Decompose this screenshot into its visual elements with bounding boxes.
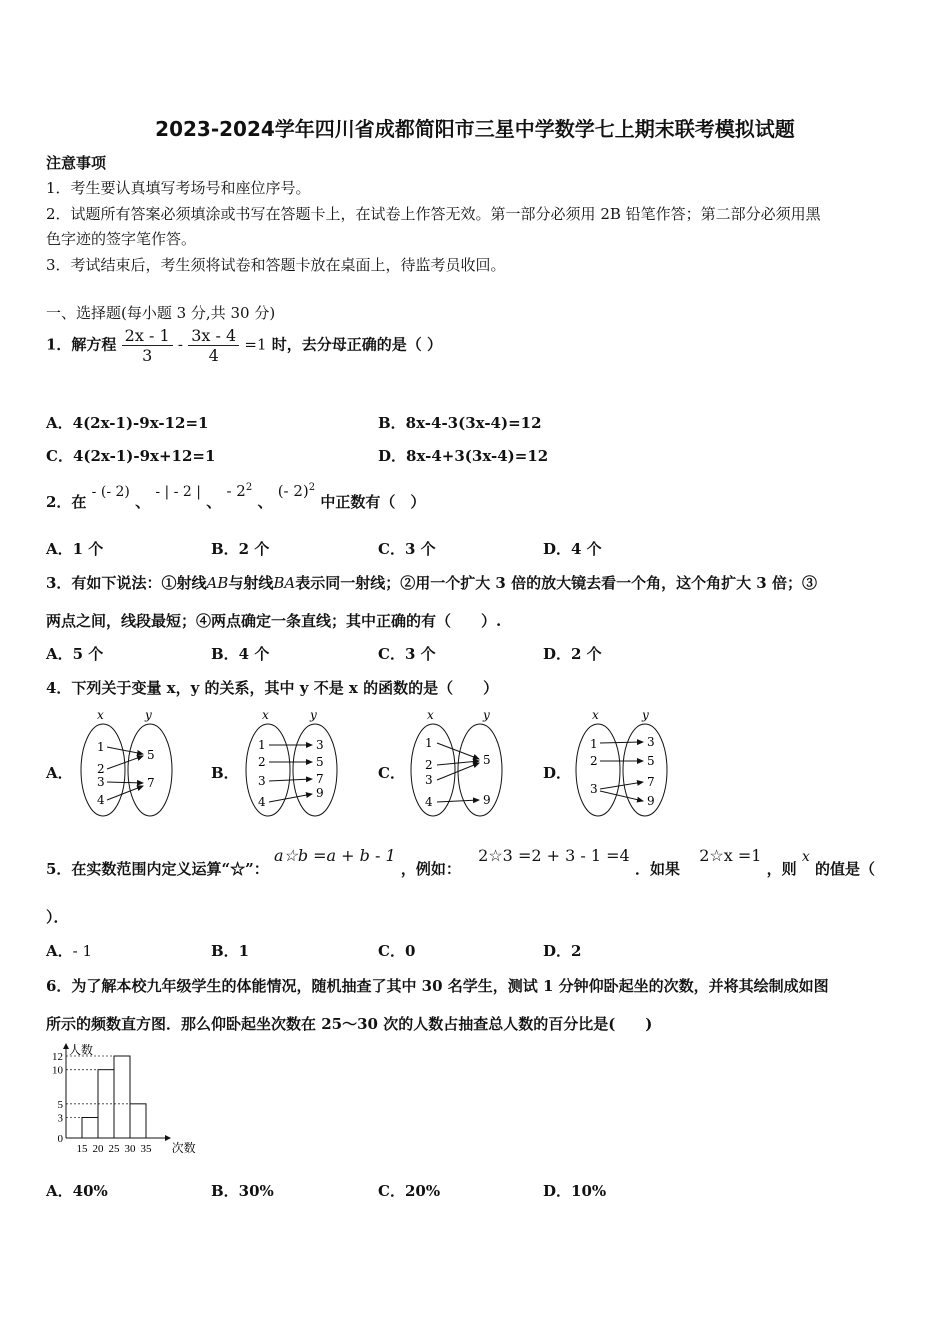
histogram-bar xyxy=(114,1056,130,1138)
q3-option-c: C．3 个 xyxy=(378,645,436,663)
q2-option-a: A．1 个 xyxy=(46,540,104,558)
mapping-diagram-b xyxy=(240,706,340,820)
q4-option-a: A． xyxy=(46,764,73,782)
y-axis-label: 人数 xyxy=(69,1043,94,1057)
y-tick-label: 10 xyxy=(52,1064,63,1077)
y-tick-label: 0 xyxy=(57,1133,63,1145)
page-title: 2023-2024学年四川省成都简阳市三星中学数学七上期末联考模拟试题 xyxy=(155,117,795,141)
fraction-2-numerator: 3x - 4 xyxy=(188,326,239,346)
y-element: 5 xyxy=(147,748,155,762)
q2-expr-3-base: - 2 xyxy=(226,482,246,500)
notice-item: 3．考试结束后，考生须将试卷和答题卡放在桌面上，待监考员收回。 xyxy=(46,256,506,274)
y-tick-label: 3 xyxy=(57,1112,63,1125)
q5-option-a xyxy=(46,940,92,961)
q5-option-d: D．2 xyxy=(543,942,582,960)
q6-option-c: C．20% xyxy=(378,1182,441,1200)
q2-option-b: B．2 个 xyxy=(211,540,270,558)
y-label: y xyxy=(483,708,490,722)
q1-prefix: 1．解方程 xyxy=(46,335,117,354)
set-x-ellipse xyxy=(246,724,290,816)
question-6-line-1: 6．为了解本校九年级学生的体能情况，随机抽查了其中 30 名学生，测试 1 分钟仰卧起坐的次数，并将其绘制成如图 xyxy=(46,977,829,995)
q2-expr-2: - | - 2 | xyxy=(155,484,201,500)
mapping-diagram-c xyxy=(405,706,505,820)
set-y-ellipse xyxy=(458,724,502,816)
set-y-ellipse xyxy=(128,724,172,816)
notice-item: 1．考生要认真填写考场号和座位序号。 xyxy=(46,179,311,197)
q2-expr-4-base: (- 2) xyxy=(277,482,309,500)
q5-variable-x: x xyxy=(801,849,810,865)
question-3-line-1 xyxy=(46,572,817,593)
histogram-bar xyxy=(130,1104,146,1138)
x-tick-label: 30 xyxy=(124,1143,136,1155)
q5-option-b: B．1 xyxy=(211,942,250,960)
x-element: 3 xyxy=(97,775,105,789)
x-element: 2 xyxy=(590,754,598,768)
y-element: 3 xyxy=(316,738,324,752)
mapping-diagram-a xyxy=(75,706,175,820)
set-x-ellipse xyxy=(576,724,620,816)
set-x-ellipse xyxy=(411,724,455,816)
x-label: x xyxy=(97,708,104,722)
section-heading: 一、选择题(每小题 3 分,共 30 分) xyxy=(46,304,276,322)
q4-option-d: D． xyxy=(543,764,572,782)
q1-equals: =1 xyxy=(244,335,267,354)
notice-item: 2．试题所有答案必须填涂或书写在答题卡上，在试卷上作答无效。第一部分必须用 2B 铅笔作答；第二部分必须用黑 xyxy=(46,205,821,223)
x-element: 2 xyxy=(258,755,266,769)
mapping-arrow xyxy=(107,786,143,800)
q5-text: ，例如： xyxy=(400,860,461,878)
question-3-line-2: 两点之间，线段最短；④两点确定一条直线；其中正确的有（ ）. xyxy=(46,612,502,630)
q2-option-c: C．3 个 xyxy=(378,540,436,558)
q1-option-a: A．4(2x-1)-9x-12=1 xyxy=(46,414,209,432)
y-tick-label: 5 xyxy=(57,1098,63,1111)
x-element: 4 xyxy=(97,793,105,807)
question-6-line-2: 所示的频数直方图．那么仰卧起坐次数在 25～30 次的人数占抽查总人数的百分比是( ) xyxy=(46,1015,653,1033)
q5-condition: 2☆x =1 xyxy=(699,846,762,865)
x-element: 1 xyxy=(425,736,433,750)
q1-minus: - xyxy=(177,335,183,354)
mapping-arrow xyxy=(600,782,643,789)
ray-ab: AB xyxy=(206,574,229,592)
q3-option-d: D．2 个 xyxy=(543,645,602,663)
q5-line-2: ）． xyxy=(46,908,69,926)
q4-option-b: B． xyxy=(211,764,239,782)
q2-expr-4-exp: 2 xyxy=(308,482,316,493)
x-element: 3 xyxy=(590,782,598,796)
x-tick-label: 20 xyxy=(92,1143,104,1155)
y-element: 3 xyxy=(647,735,655,749)
q5-option-c: C．0 xyxy=(378,942,416,960)
q5-example: 2☆3 =2 + 3 - 1 =4 xyxy=(478,846,630,865)
mapping-arrow xyxy=(269,779,312,781)
q2-sep: 、 xyxy=(135,493,151,511)
set-y-ellipse xyxy=(293,724,337,816)
fraction-1-numerator: 2x - 1 xyxy=(122,326,173,346)
y-element: 9 xyxy=(316,786,324,800)
y-element: 9 xyxy=(483,793,491,807)
notice-item: 色字迹的签字笔作答。 xyxy=(46,230,197,248)
y-element: 7 xyxy=(647,775,655,789)
fraction-2 xyxy=(188,326,239,365)
q5-prefix: 5．在实数范围内定义运算“☆”： xyxy=(46,860,269,878)
q1-option-c: C．4(2x-1)-9x+12=1 xyxy=(46,447,216,465)
x-element: 4 xyxy=(258,795,266,809)
set-y-ellipse xyxy=(623,724,667,816)
q2-expr-1: - (- 2) xyxy=(91,484,130,500)
q6-option-a: A．40% xyxy=(46,1182,108,1200)
q3-text: 3．有如下说法：①射线 xyxy=(46,574,207,592)
ray-ba: BA xyxy=(273,574,296,592)
histogram-bar xyxy=(82,1118,98,1139)
q3-text: 与射线 xyxy=(228,574,274,592)
q6-option-d: D．10% xyxy=(543,1182,607,1200)
q5-text: ．如果 xyxy=(634,860,680,878)
q5-option-a-label: A． xyxy=(46,942,73,960)
x-element: 2 xyxy=(97,762,105,776)
x-label: x xyxy=(262,708,269,722)
y-element: 5 xyxy=(316,755,324,769)
y-element: 5 xyxy=(483,753,491,767)
q2-sep: 、 xyxy=(257,493,273,511)
histogram xyxy=(40,1038,200,1160)
x-element: 4 xyxy=(425,795,433,809)
q5-suffix: 的值是（ xyxy=(815,860,876,878)
q2-option-d: D．4 个 xyxy=(543,540,602,558)
q5-definition: a☆b =a + b - 1 xyxy=(273,846,396,865)
q1-suffix: 时，去分母正确的是（ ） xyxy=(271,335,442,354)
q5-option-a-value: - 1 xyxy=(72,942,93,960)
x-element: 2 xyxy=(425,758,433,772)
q2-suffix: 中正数有（ ） xyxy=(320,493,426,511)
mapping-arrow xyxy=(107,747,143,754)
mapping-arrow xyxy=(437,743,479,759)
q4-option-c: C． xyxy=(378,764,405,782)
fraction-2-denominator: 4 xyxy=(208,346,219,365)
question-2 xyxy=(46,480,426,511)
fraction-1 xyxy=(122,326,173,365)
y-element: 7 xyxy=(147,776,155,790)
notice-heading: 注意事项 xyxy=(46,154,107,172)
y-element: 9 xyxy=(647,794,655,808)
x-tick-label: 25 xyxy=(108,1143,120,1155)
mapping-arrow xyxy=(600,791,643,801)
x-element: 3 xyxy=(425,773,433,787)
y-label: y xyxy=(642,708,649,722)
y-element: 5 xyxy=(647,754,655,768)
x-element: 3 xyxy=(258,774,266,788)
x-label: x xyxy=(592,708,599,722)
q3-option-a: A．5 个 xyxy=(46,645,104,663)
y-label: y xyxy=(145,708,152,722)
x-element: 1 xyxy=(590,737,598,751)
q1-option-d: D．8x-4+3(3x-4)=12 xyxy=(378,447,549,465)
q3-option-b: B．4 个 xyxy=(211,645,270,663)
y-element: 7 xyxy=(316,772,324,786)
fraction-1-denominator: 3 xyxy=(142,346,153,365)
q2-expr-3 xyxy=(226,482,252,500)
question-4: 4．下列关于变量 x，y 的关系，其中 y 不是 x 的函数的是（ ） xyxy=(46,679,499,697)
x-label: x xyxy=(427,708,434,722)
q6-option-b: B．30% xyxy=(211,1182,274,1200)
question-5 xyxy=(46,845,876,878)
y-label: y xyxy=(310,708,317,722)
q2-sep: 、 xyxy=(206,493,222,511)
x-element: 1 xyxy=(258,738,266,752)
q5-text: ，则 xyxy=(766,860,797,878)
q1-option-b: B．8x-4-3(3x-4)=12 xyxy=(378,414,542,432)
y-tick-label: 12 xyxy=(52,1051,63,1063)
mapping-arrow xyxy=(269,794,312,802)
x-tick-label: 15 xyxy=(76,1143,88,1155)
mapping-arrow xyxy=(600,742,643,743)
mapping-diagram-d xyxy=(570,706,670,820)
x-tick-label: 35 xyxy=(140,1143,152,1155)
q2-expr-4 xyxy=(278,482,315,500)
x-axis-label: 次数 xyxy=(171,1141,196,1155)
mapping-arrow xyxy=(437,800,479,802)
q2-prefix: 2．在 xyxy=(46,493,87,511)
question-1 xyxy=(46,326,442,365)
q3-text: 表示同一射线；②用一个扩大 3 倍的放大镜去看一个角，这个角扩大 3 倍；③ xyxy=(295,574,817,592)
x-element: 1 xyxy=(97,740,105,754)
mapping-arrow xyxy=(107,782,143,783)
q2-expr-3-exp: 2 xyxy=(245,482,253,493)
